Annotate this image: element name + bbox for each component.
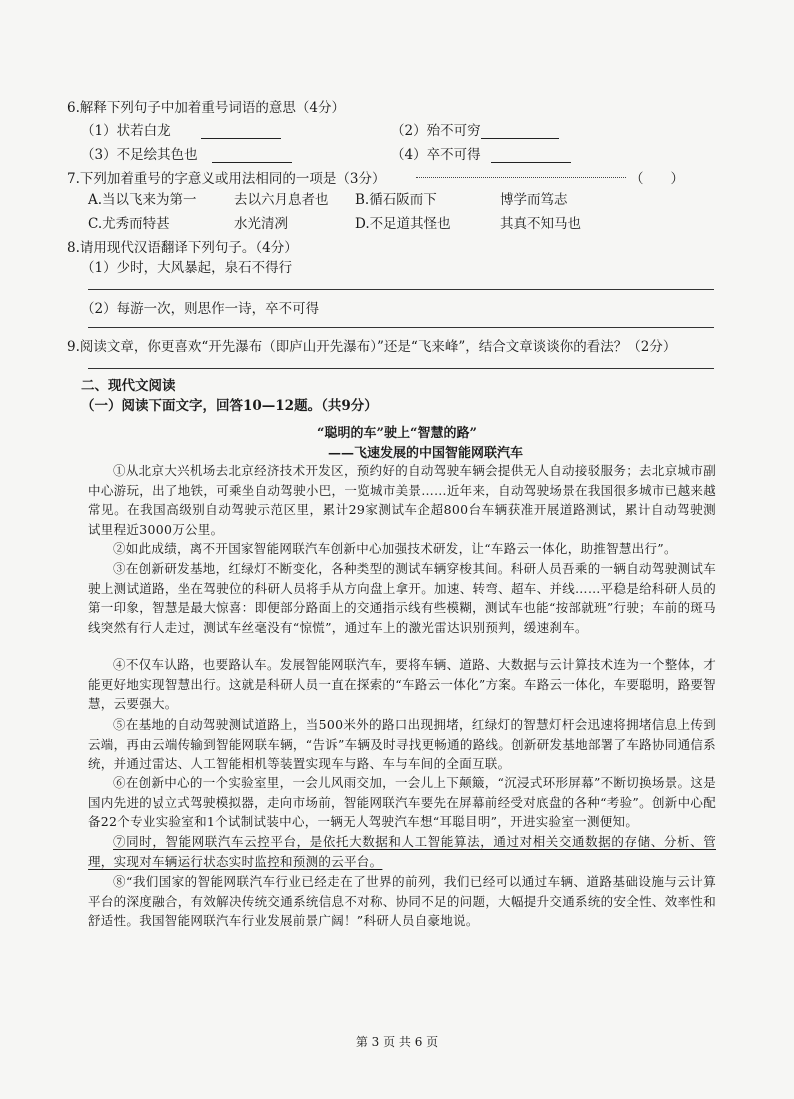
answer-blank[interactable] <box>212 148 292 163</box>
article-paragraph-4: ④不仅车认路，也要路认车。发展智能网联汽车，要将车辆、道路、大数据与云计算技术连为一个整体，才能更好地实现智慧出行。这就是科研人员一直在探索的“车路云一体化”方案。车路云一体化，车要聪明，路要智慧，云要强大。 <box>88 657 716 711</box>
article-title: “聪明的车”驶上“智慧的路” <box>317 426 477 441</box>
q6-stem: 6.解释下列句子中加着重号词语的意思（4分） <box>67 100 345 116</box>
article-paragraph-5: ⑤在基地的自动驾驶测试道路上，当500米外的路口出现拥堵，红绿灯的智慧灯杆会迅速将拥堵信息上传到云端，再由云端传输到智能网联车辆，“告诉”车辆及时寻找更畅通的路线。创新研发基地部署了车路协同通信系统，并通过雷达、人工智能相机等装置实现车与路、车与车间的全面互联。 <box>88 717 716 771</box>
q7-option-d: D.不足道其怪也 <box>355 216 451 232</box>
q8-item-1: （1）少时，大风暴起，泉石不得行 <box>81 260 293 276</box>
q8-item-2: （2）每游一次，则思作一诗，卒不可得 <box>81 301 320 317</box>
q7-option-b: B.循石阪而下 <box>355 192 437 208</box>
answer-blank[interactable] <box>201 124 281 139</box>
page-number: 第 3 页 共 6 页 <box>355 1035 439 1049</box>
answer-line[interactable] <box>88 368 714 369</box>
article-subtitle: ——飞速发展的中国智能网联汽车 <box>328 446 524 461</box>
q7-option-d-pair: 其真不知马也 <box>500 216 581 232</box>
q6-item-1: （1）状若白龙 <box>81 119 281 139</box>
answer-line[interactable] <box>88 327 714 328</box>
answer-blank[interactable] <box>481 124 559 139</box>
answer-blank[interactable] <box>491 148 571 163</box>
article-paragraph-6: ⑥在创新中心的一个实验室里，一会儿风雨交加，一会儿上下颠簸，“沉浸式环形屏幕”不断切换场景。这是国内先进的넔立式驾驶模拟器，走向市场前，智能网联汽车要先在屏幕前经受对底盘的各种“考验”。创新中心配备22个专业实验室和1个试制试装中心，一辆无人驾驶汽车想“耳聪目明”，开进实验室一测便知。 <box>88 775 716 829</box>
section-title: 二、现代文阅读 <box>81 378 176 394</box>
article-paragraph-7: ⑦同时，智能网联汽车云控平台，是依托大数据和人工智能算法，通过对相关交通数据的存储、分析、管理，实现对车辆运行状态实时监控和预测的云平台。 <box>88 834 716 869</box>
article-paragraph-1: ①从北京大兴机场去北京经济技术开发区，预约好的自动驾驶车辆会提供无人自动接驳服务；去北京城市副中心游玩，出了地铁，可乘坐自动驾驶小巴，一览城市美景……近年来，自动驾驶场景在我国很多城市已越来越常见。在我国高级别自动驾驶示范区里，累计29家测试车企超800台车辆获准开展道路测试，累计自动驾驶测试里程近3000万公里。 <box>88 463 716 537</box>
section-subtitle: （一）阅读下面文字，回答10—12题。（共9分） <box>81 398 378 414</box>
answer-line[interactable] <box>88 289 714 290</box>
q9-stem: 9.阅读文章，你更喜欢“开先瀑布（即庐山开先瀑布）”还是“飞来峰”，结合文章谈谈你的看法？（2分） <box>67 339 677 355</box>
q7-option-b-pair: 博学而笃志 <box>500 192 568 208</box>
q7-option-c-pair: 水光清冽 <box>234 216 288 232</box>
q7-option-c: C.尤秀而特甚 <box>88 216 170 232</box>
q6-item-3: （3）不足绘其色也 <box>81 143 292 163</box>
article-paragraph-3: ③在创新研发基地，红绿灯不断变化，各种类型的测试车辆穿梭其间。科研人员吾乘的一辆自动驾驶测试车驶上测试道路，坐在驾驶位的科研人员将手从方向盘上拿开。加速、转弯、超车、并线……平稳是给科研人员的第一印象，智慧是最大惊喜：即便部分路面上的交通指示线有些模糊，测试车也能“按部就班”行驶；车前的斑马线突然有行人走过，测试车丝毫没有“惊慌”，通过车上的激光雷达识别预判，缓速刹车。 <box>88 561 716 635</box>
q7-stem: 7.下列加着重号的字意义或用法相同的一项是（3分） <box>67 171 386 187</box>
q7-answer-paren[interactable]: （ ） <box>630 171 684 187</box>
q7-option-a: A.当以飞来为第一 <box>88 192 197 208</box>
q6-item-2: （2）殆不可穷 <box>391 119 559 139</box>
article-paragraph-2: ②如此成绩，离不开国家智能网联汽车创新中心加强技术研发，让“车路云一体化，助推智慧出行”。 <box>113 541 677 556</box>
q7-option-a-pair: 去以六月息者也 <box>234 192 329 208</box>
q8-stem: 8.请用现代汉语翻译下列句子。（4分） <box>67 240 298 256</box>
dotted-leader <box>416 177 626 178</box>
q6-item-4: （4）卒不可得 <box>391 143 571 163</box>
article-paragraph-8: ⑧“我们国家的智能网联汽车行业已经走在了世界的前列，我们已经可以通过车辆、道路基础设施与云计算平台的深度融合，有效解决传统交通系统信息不对称、协同不足的问题，大幅提升交通系统的安全性、效率性和舒适性。我国智能网联汽车行业发展前景广阔！”科研人员自豪地说。 <box>88 874 716 928</box>
